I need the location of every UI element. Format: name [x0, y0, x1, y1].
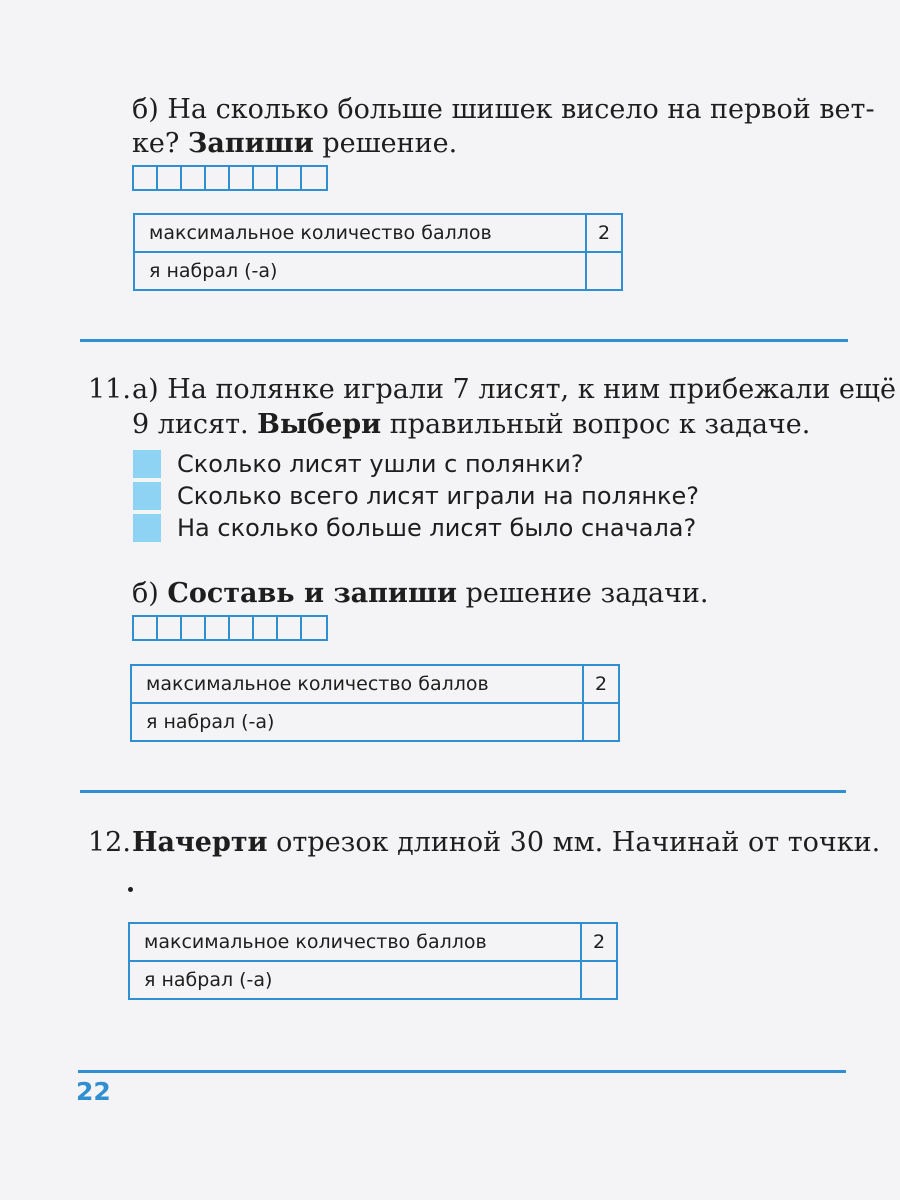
answer-cell[interactable] [134, 167, 158, 189]
answer-cell[interactable] [134, 617, 158, 639]
score-row-max [129, 923, 617, 961]
task12-bold: Начерти [132, 827, 268, 858]
answer-cells[interactable] [132, 165, 328, 191]
task11b-line [132, 576, 708, 612]
score-row-max [131, 665, 619, 703]
task10b-line1 [132, 92, 875, 128]
answer-cell[interactable] [230, 617, 254, 639]
answer-cell[interactable] [254, 617, 278, 639]
score-table [128, 922, 618, 1000]
answer-cell[interactable] [230, 167, 254, 189]
task10b-line2 [132, 126, 457, 162]
option-2[interactable] [133, 480, 699, 512]
answer-cell[interactable] [278, 167, 302, 189]
got-score-input[interactable] [586, 252, 622, 290]
max-score-label: максимальное количество баллов [134, 214, 586, 252]
task11a-text-1: 9 лисят. [132, 409, 258, 440]
score-row-got [129, 961, 617, 999]
got-score-label: я набрал (-а) [129, 961, 581, 999]
answer-cell[interactable] [302, 167, 326, 189]
max-score-label: максимальное количество баллов [129, 923, 581, 961]
section-divider [80, 790, 846, 793]
answer-cell[interactable] [206, 167, 230, 189]
answer-cell[interactable] [158, 167, 182, 189]
score-row-max [134, 214, 622, 252]
option-1[interactable] [133, 448, 584, 480]
page-number: 22 [76, 1077, 111, 1106]
option-label: На сколько больше лисят было сначала? [177, 514, 697, 542]
option-label: Сколько лисят ушли с полянки? [177, 450, 584, 478]
checkbox[interactable] [133, 514, 161, 542]
checkbox[interactable] [133, 450, 161, 478]
max-score-value: 2 [583, 665, 619, 703]
task11-number: 11. [88, 374, 131, 405]
task10b-bold: Запиши [187, 128, 314, 159]
option-3[interactable] [133, 512, 696, 544]
answer-cell[interactable] [158, 617, 182, 639]
got-score-input[interactable] [581, 961, 617, 999]
task10b-text-2: ке? [132, 128, 188, 159]
checkbox[interactable] [133, 482, 161, 510]
got-score-label: я набрал (-а) [134, 252, 586, 290]
max-score-value: 2 [581, 923, 617, 961]
task11a-line1: а) На полянке играли 7 лисят, к ним прибежали ещё [132, 374, 896, 405]
task11a-text-2: правильный вопрос к задаче. [381, 409, 811, 440]
task11b-bold: Составь и запиши [167, 578, 458, 609]
task11b-text-1: б) [132, 578, 168, 609]
section-divider [80, 339, 848, 342]
task10b-text-1: На сколько больше шишек висело на первой вет- [158, 94, 875, 125]
score-row-got [134, 252, 622, 290]
task12-number: 12. [88, 827, 131, 858]
got-score-label: я набрал (-а) [131, 703, 583, 741]
got-score-input[interactable] [583, 703, 619, 741]
option-label: Сколько всего лисят играли на полянке? [177, 482, 700, 510]
start-point [128, 887, 133, 892]
answer-cell[interactable] [182, 167, 206, 189]
answer-cell[interactable] [206, 617, 230, 639]
task12-text: отрезок длиной 30 мм. Начинай от точки. [267, 827, 881, 858]
max-score-label: максимальное количество баллов [131, 665, 583, 703]
footer-divider [78, 1070, 846, 1073]
answer-cell[interactable] [302, 617, 326, 639]
score-table [130, 664, 620, 742]
answer-cell[interactable] [278, 617, 302, 639]
max-score-value: 2 [586, 214, 622, 252]
task11b-text-2: решение задачи. [457, 578, 709, 609]
answer-cells[interactable] [132, 615, 328, 641]
answer-cell[interactable] [182, 617, 206, 639]
score-row-got [131, 703, 619, 741]
task12-line [132, 825, 880, 861]
answer-cell[interactable] [254, 167, 278, 189]
task11a-bold: Выбери [257, 409, 382, 440]
task10b-label: б) [132, 94, 159, 125]
score-table [133, 213, 623, 291]
task10b-text-3: решение. [313, 128, 458, 159]
task11a-line2 [132, 407, 810, 443]
